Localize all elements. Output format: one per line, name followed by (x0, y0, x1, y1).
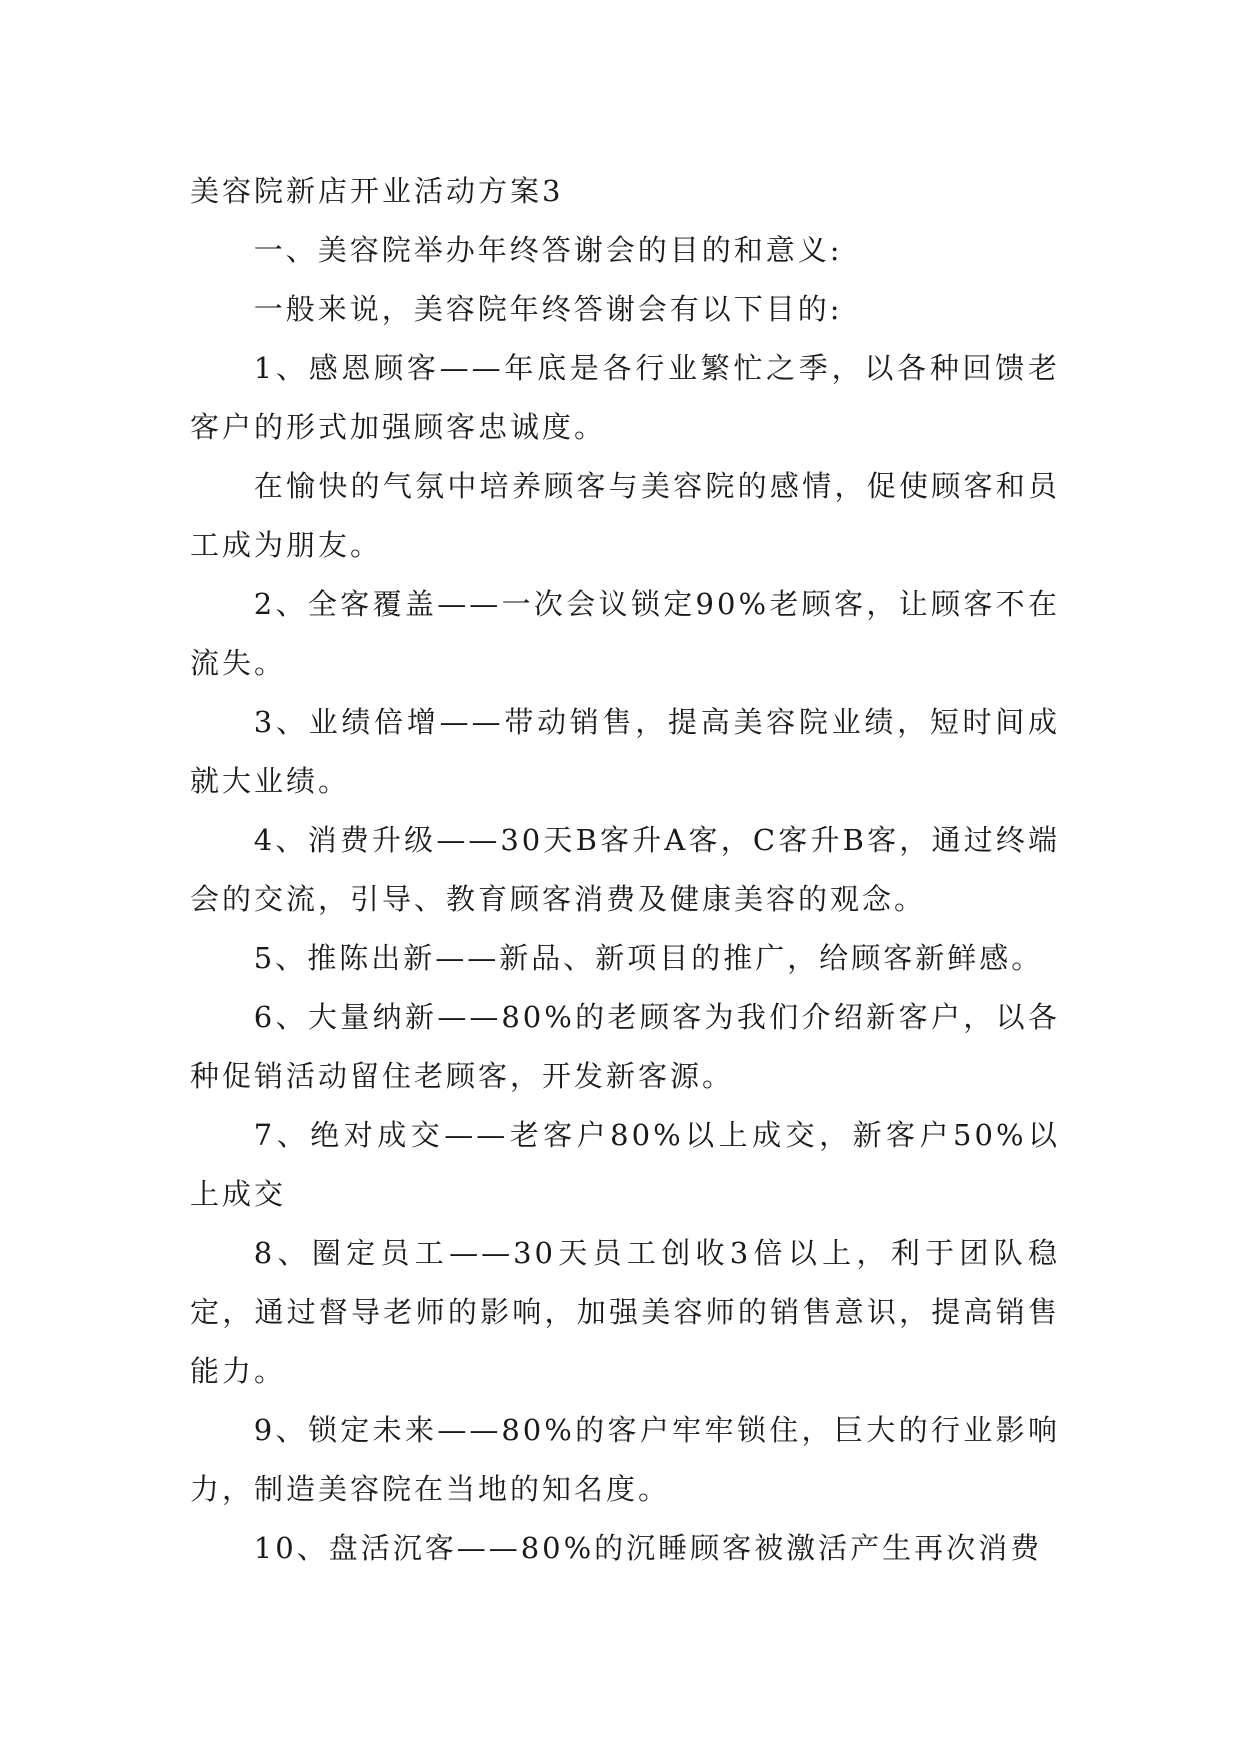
paragraph-item-5: 5、推陈出新——新品、新项目的推广，给顾客新鲜感。 (253, 941, 1044, 975)
paragraph-item-10: 10、盘活沉客——80%的沉睡顾客被激活产生再次消费 (253, 1531, 1043, 1565)
paragraph-item-7: 7、绝对成交——老客户80%以上成交，新客户50%以上成交 (190, 1118, 1060, 1211)
paragraph-item-3: 3、业绩倍增——带动销售，提高美容院业绩，短时间成就大业绩。 (190, 705, 1060, 798)
paragraph-purpose-heading: 一、美容院举办年终答谢会的目的和意义: (253, 233, 843, 267)
paragraph-item-1: 1、感恩顾客——年底是各行业繁忙之季，以各种回馈老客户的形式加强顾客忠诚度。 (190, 351, 1060, 444)
paragraph-item-1-detail: 在愉快的气氛中培养顾客与美容院的感情，促使顾客和员工成为朋友。 (190, 469, 1060, 562)
paragraph-item-6: 6、大量纳新——80%的老顾客为我们介绍新客户，以各种促销活动留住老顾客，开发新客源。 (190, 1000, 1060, 1093)
document-title: 美容院新店开业活动方案3 (190, 174, 564, 208)
paragraph-item-8: 8、圈定员工——30天员工创收3倍以上，利于团队稳定，通过督导老师的影响，加强美容师的销售意识，提高销售能力。 (190, 1236, 1060, 1388)
document-body (190, 162, 1060, 1578)
paragraph-item-9: 9、锁定未来——80%的客户牢牢锁住，巨大的行业影响力，制造美容院在当地的知名度。 (190, 1413, 1060, 1506)
paragraph-item-2: 2、全客覆盖——一次会议锁定90%老顾客，让顾客不在流失。 (190, 587, 1060, 680)
paragraph-item-4: 4、消费升级——30天B客升A客，C客升B客，通过终端会的交流，引导、教育顾客消费及健康美容的观念。 (190, 823, 1060, 916)
paragraph-intro: 一般来说，美容院年终答谢会有以下目的: (253, 292, 843, 326)
